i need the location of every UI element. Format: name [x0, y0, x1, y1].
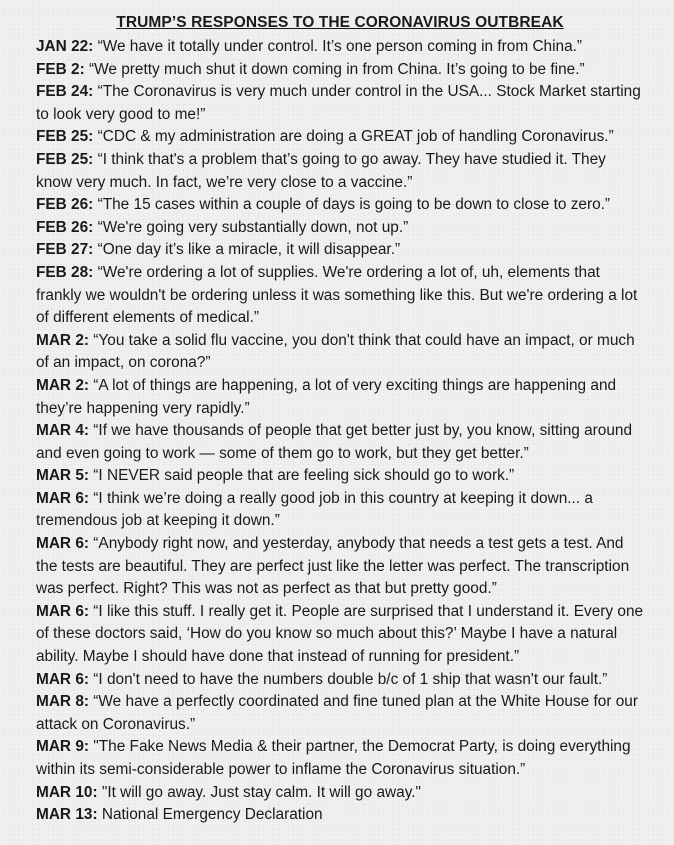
quote-text: “The 15 cases within a couple of days is going to be down to close to zero.”	[97, 196, 611, 214]
quote-date: MAR 13:	[36, 806, 98, 824]
quote-entry	[36, 36, 644, 59]
quote-entry	[36, 375, 644, 420]
quote-text: “We're ordering a lot of supplies. We're ordering a lot of, uh, elements that frankly we wouldn't be ordering unless it was something like this. But we're ordering a lot of different elements of medical.”	[36, 263, 638, 327]
quote-date: FEB 27:	[36, 241, 94, 259]
quote-date: MAR 10:	[36, 783, 98, 801]
quote-text: “I don't need to have the numbers double b/c of 1 ship that wasn't our fault.”	[93, 670, 608, 688]
quote-date: FEB 26:	[36, 218, 94, 236]
quote-entry	[36, 194, 644, 217]
quote-date: MAR 4:	[36, 422, 90, 440]
quote-entry	[36, 239, 644, 262]
quote-date: FEB 25:	[36, 150, 94, 168]
quote-date: JAN 22:	[36, 38, 94, 55]
quote-list	[36, 36, 644, 827]
quote-entry	[36, 488, 644, 533]
quote-text: “We're going very substantially down, not up.”	[97, 218, 409, 236]
quote-text: “We pretty much shut it down coming in from China. It’s going to be fine.”	[89, 60, 585, 78]
quote-date: FEB 25:	[36, 128, 94, 146]
quote-text: “We have a perfectly coordinated and fine tuned plan at the White House for our attack on Coronavirus.”	[36, 693, 638, 733]
quote-entry	[36, 691, 644, 736]
quote-text: "The Fake News Media & their partner, the Democrat Party, is doing everything within its semi-considerable power to inflame the Coronavirus situation.”	[36, 738, 631, 778]
quote-date: MAR 6:	[36, 535, 90, 553]
quote-text: “If we have thousands of people that get better just by, you know, sitting around and even going to work — some of them go to work, but they get better.”	[36, 422, 633, 462]
quote-entry	[36, 126, 644, 149]
quote-date: FEB 28:	[36, 263, 94, 281]
quote-date: MAR 5:	[36, 467, 90, 485]
quote-date: MAR 2:	[36, 376, 90, 394]
quote-entry	[36, 782, 644, 805]
quote-entry	[36, 669, 644, 692]
quote-entry	[36, 59, 644, 82]
quote-date: MAR 6:	[36, 602, 90, 620]
document-title: TRUMP’S RESPONSES TO THE CORONAVIRUS OUTBREAK	[116, 14, 564, 31]
quote-text: “You take a solid flu vaccine, you don't think that could have an impact, or much of an impact, on corona?”	[36, 331, 635, 372]
quote-entry	[36, 262, 644, 330]
quote-entry	[36, 601, 644, 669]
quote-entry	[36, 420, 644, 465]
quote-text: “One day it’s like a miracle, it will disappear.”	[97, 241, 401, 259]
quote-date: FEB 26:	[36, 196, 94, 214]
quote-text: “CDC & my administration are doing a GREAT job of handling Coronavirus.”	[97, 128, 614, 146]
quote-date: MAR 6:	[36, 670, 90, 688]
quote-text: “We have it totally under control. It’s one person coming in from China.”	[97, 38, 583, 55]
quote-date: MAR 6:	[36, 489, 90, 507]
quote-entry	[36, 149, 644, 194]
quote-date: FEB 24:	[36, 83, 94, 101]
quote-date: MAR 8:	[36, 693, 90, 711]
quote-text: “A lot of things are happening, a lot of very exciting things are happening and they’re happening very rapidly.”	[36, 376, 617, 417]
quote-entry	[36, 81, 644, 126]
quote-entry	[36, 533, 644, 601]
quote-text: "It will go away. Just stay calm. It will go away."	[101, 783, 421, 801]
quote-entry	[36, 465, 644, 488]
quote-date: MAR 2:	[36, 331, 90, 349]
quote-entry	[36, 804, 644, 827]
quote-text: “I like this stuff. I really get it. People are surprised that I understand it. Every one of these doctors said, ‘How do you know so much about this?’ Maybe I have a natural ability. Maybe I should have done that instead of running for president.”	[36, 602, 644, 666]
quote-entry	[36, 736, 644, 781]
quote-date: FEB 2:	[36, 60, 85, 78]
quote-entry	[36, 217, 644, 240]
quote-text: “Anybody right now, and yesterday, anybody that needs a test gets a test. And the tests are beautiful. They are perfect just like the letter was perfect. The transcription was perfect. Right? This was not as perfect as that but pretty good.”	[36, 535, 630, 598]
quote-entry	[36, 330, 644, 375]
quote-text: “I think that's a problem that’s going to go away. They have studied it. They know very much. In fact, we’re very close to a vaccine.”	[36, 150, 606, 191]
quote-text: National Emergency Declaration	[101, 806, 323, 824]
quote-date: MAR 9:	[36, 738, 90, 756]
quote-text: “I think we’re doing a really good job in this country at keeping it down... a tremendous job at keeping it down.”	[36, 489, 593, 530]
quote-text: “I NEVER said people that are feeling sick should go to work.”	[93, 467, 515, 485]
quote-text: “The Coronavirus is very much under control in the USA... Stock Market starting to look very good to me!”	[36, 83, 641, 123]
